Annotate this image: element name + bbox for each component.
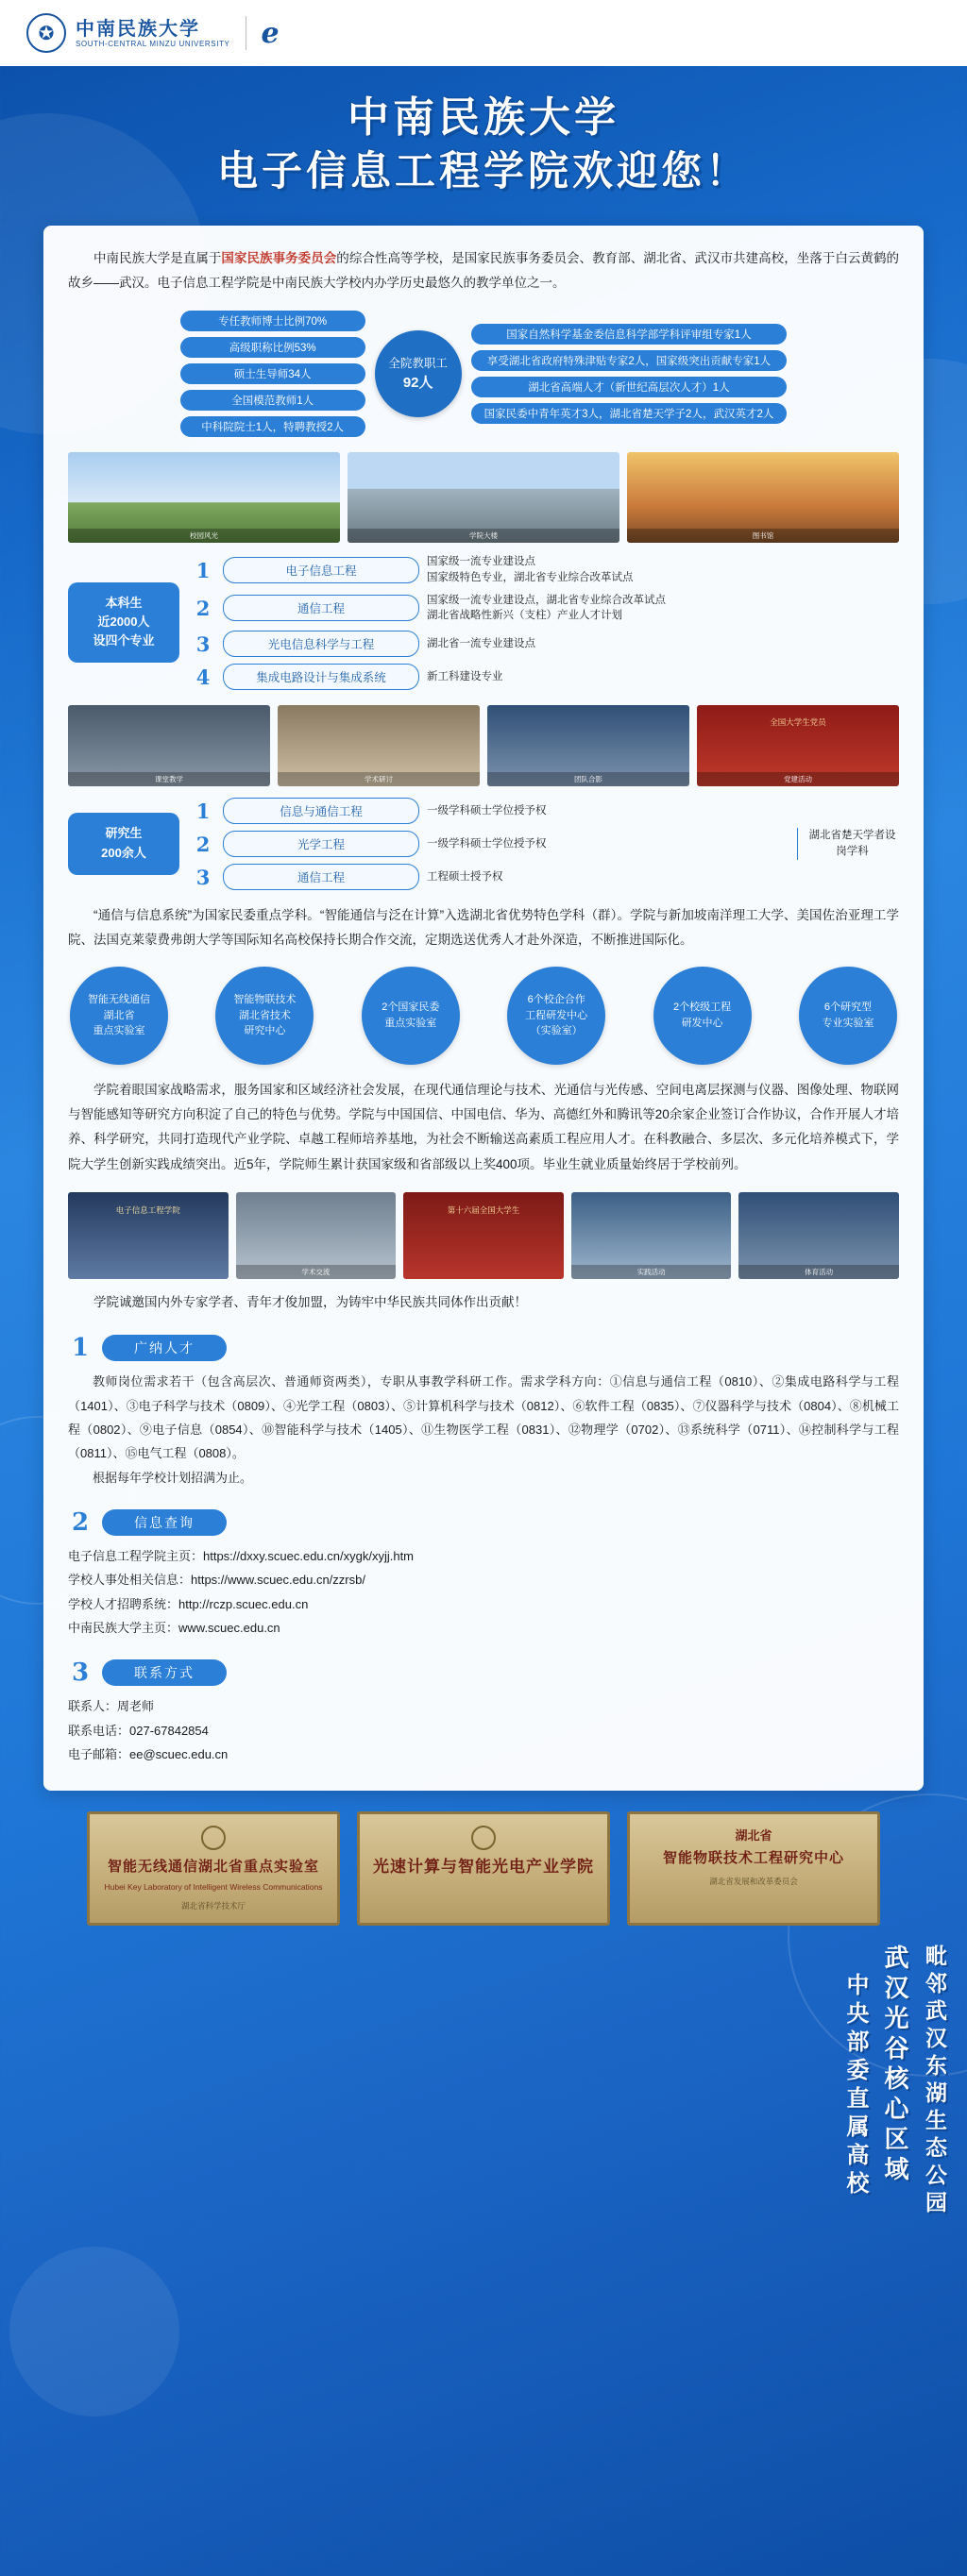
platform-line: 2个校级工程 xyxy=(673,1002,732,1014)
activity-photo xyxy=(697,705,899,786)
major-desc-line: 湖北省战略性新兴（支柱）产业人才计划 xyxy=(427,610,622,622)
faculty-right-column xyxy=(471,324,788,424)
activity-photo xyxy=(68,705,270,786)
section-body-contact xyxy=(68,1694,899,1766)
section-body-talent xyxy=(68,1370,899,1490)
info-link-line[interactable]: 电子信息工程学院主页：https://dxxy.scuec.edu.cn/xygk/xyjj.htm xyxy=(68,1549,415,1564)
title-line-2: 电子信息工程学院欢迎您！ xyxy=(217,148,750,196)
side-slogan-3 xyxy=(840,1973,873,2199)
major-number: 3 xyxy=(195,631,211,656)
campus-photo-caption: 校园风光 xyxy=(68,529,340,543)
student-photo-row xyxy=(68,1192,899,1279)
student-photo xyxy=(571,1192,732,1279)
campus-photo-caption: 学院大楼 xyxy=(348,529,619,543)
major-number: 1 xyxy=(195,558,211,582)
major-name: 光电信息科学与工程 xyxy=(223,631,419,657)
platform-line: 2个国家民委 xyxy=(382,1002,440,1014)
platform-circle xyxy=(362,967,460,1065)
graduate-description: 工程硕士授予权 xyxy=(427,870,503,883)
student-photo-banner: 电子信息工程学院 xyxy=(115,1204,180,1215)
section-title: 广纳人才 xyxy=(102,1335,227,1361)
campus-photo xyxy=(68,452,340,543)
major-number: 2 xyxy=(195,596,211,620)
side-slogan-1-text: 毗邻武汉东湖生态公园 xyxy=(922,1945,947,2218)
platform-circle xyxy=(215,967,314,1065)
faculty-stat-item: 享受湖北省政府特殊津贴专家2人，国家级突出贡献专家1人 xyxy=(471,350,788,371)
faculty-left-column xyxy=(180,311,365,437)
achievement-paragraph: 学院着眼国家战略需求，服务国家和区域经济社会发展，在现代通信理论与技术、光通信与光传感、空间电离层探测与仪器、图像处理、物联网与智能感知等研究方向积淀了自己的特色与优势。学院与中国国信、中国电信、华为、高德红外和腾讯等20余家企业签订合作协议，合作开展人才培养、科学研究，共同打造现代产业学院、卓越工程师培养基地，为社会不断输送高素质工程应用人才。在科教融合、多层次、多元化培养模式下，学院大学生创新实践成绩突出。近5年，学院师生累计获国家级和省部级以上奖400项。毕业生就业质量始终居于学校前列。 xyxy=(68,1082,899,1171)
activity-photo-caption: 团队合影 xyxy=(487,772,689,786)
platform-line: 智能无线通信 xyxy=(88,994,150,1006)
major-name: 电子信息工程 xyxy=(223,557,419,583)
student-photo xyxy=(236,1192,397,1279)
info-link-line[interactable]: 中南民族大学主页：www.scuec.edu.cn xyxy=(68,1621,280,1636)
major-desc-line: 国家级一流专业建设点，湖北省专业综合改革试点 xyxy=(427,594,666,606)
plaque-industry-college xyxy=(357,1811,610,1925)
major-number: 4 xyxy=(195,665,211,689)
platform-line: 6个校企合作 xyxy=(527,994,585,1006)
platform-line: 工程研发中心 xyxy=(525,1009,588,1021)
student-photo-caption: 学术交流 xyxy=(236,1265,397,1279)
major-name: 集成电路设计与集成系统 xyxy=(223,664,419,690)
talent-paragraph-1: 教师岗位需求若干（包含高层次、普通师资两类），专职从事教学科研工作。需求学科方向：①信息与通信工程（0810）、②集成电路科学与工程（1401）、③电子科学与技术（0809）、④光学工程（0803）、⑤计算机科学与技术（0812）、⑥软件工程（0835）、⑦仪器科学与技术（0804）、⑧机械工程（0802）、⑨电子信息（0854）、⑩智能科学与技术（1405）、⑪生物医学工程（0831）、⑫物理学（0702）、⑬系统科学（0711）、⑭控制科学与工程（0811）、⑮电气工程（0808）。 xyxy=(68,1374,899,1461)
university-name-en: SOUTH-CENTRAL MINZU UNIVERSITY xyxy=(76,39,230,48)
faculty-total-badge xyxy=(375,330,462,417)
activity-photo-row xyxy=(68,705,899,786)
research-platforms xyxy=(70,967,897,1065)
platform-line: 专业实验室 xyxy=(822,1017,874,1029)
faculty-stat-item: 中科院院士1人，特聘教授2人 xyxy=(180,416,365,437)
section-title: 联系方式 xyxy=(102,1659,227,1686)
undergraduate-summary xyxy=(68,582,179,662)
graduate-row xyxy=(191,864,786,890)
faculty-total-label: 全院教职工 xyxy=(388,356,448,370)
undergrad-label-3: 设四个专业 xyxy=(93,633,155,648)
graduate-number: 2 xyxy=(195,832,211,856)
platform-line: 智能物联技术 xyxy=(233,994,297,1006)
section-header-talent xyxy=(68,1334,899,1362)
student-photo-banner: 第十六届全国大学生 xyxy=(447,1204,520,1215)
plaque-research-center xyxy=(627,1811,880,1925)
graduate-description: 一级学科硕士学位授予权 xyxy=(427,804,547,817)
platform-line: 重点实验室 xyxy=(384,1017,437,1029)
graduate-number: 3 xyxy=(195,865,211,889)
university-logo-text xyxy=(76,18,230,48)
section-number: 3 xyxy=(71,1658,90,1688)
contact-person: 联系人：周老师 xyxy=(68,1699,155,1714)
university-name-cn: 中南民族大学 xyxy=(76,16,200,40)
grad-label-1: 研究生 xyxy=(105,826,143,841)
activity-photo-caption: 党建活动 xyxy=(697,772,899,786)
plaque-issuer: 湖北省科学技术厅 xyxy=(180,1900,246,1911)
decor-blob-3 xyxy=(9,2247,179,2416)
major-description xyxy=(427,554,634,585)
plaque-title-cn: 智能物联技术工程研究中心 xyxy=(662,1849,844,1867)
campus-photo-row xyxy=(68,452,899,543)
section-header-info xyxy=(68,1508,899,1537)
faculty-stat-item: 全国模范教师1人 xyxy=(180,390,365,411)
platform-circle xyxy=(507,967,605,1065)
plaque-lab xyxy=(87,1811,340,1925)
section-body-info xyxy=(68,1544,899,1640)
poster-title xyxy=(0,66,967,216)
side-slogan-2-text: 武汉光谷核心区域 xyxy=(880,1945,908,2186)
faculty-stat-item: 国家民委中青年英才3人，湖北省楚天学子2人，武汉英才2人 xyxy=(471,403,788,424)
info-link-line[interactable]: 学校人事处相关信息：https://www.scuec.edu.cn/zzrsb/ xyxy=(68,1573,365,1588)
major-row xyxy=(191,554,899,585)
activity-photo xyxy=(278,705,480,786)
graduate-list xyxy=(191,798,786,890)
activity-photo-caption: 学术研讨 xyxy=(278,772,480,786)
major-desc-line: 国家级特色专业，湖北省专业综合改革试点 xyxy=(427,572,634,584)
graduate-side-note: 湖北省楚天学者设岗学科 xyxy=(797,828,899,861)
undergrad-label-1: 本科生 xyxy=(105,596,143,611)
student-photo xyxy=(403,1192,564,1279)
platform-line: 湖北省 xyxy=(103,1009,135,1021)
major-name: 通信工程 xyxy=(223,595,419,621)
contact-email[interactable]: 电子邮箱：ee@scuec.edu.cn xyxy=(68,1747,229,1762)
activity-photo-caption: 课堂教学 xyxy=(68,772,270,786)
graduate-name: 信息与通信工程 xyxy=(223,798,419,824)
faculty-stat-item: 国家自然科学基金委信息科学部学科评审组专家1人 xyxy=(471,324,788,345)
platform-circle xyxy=(799,967,897,1065)
platform-line: 研发中心 xyxy=(681,1017,723,1029)
activity-photo-banner: 全国大学生党员 xyxy=(770,717,826,728)
student-photo xyxy=(68,1192,229,1279)
contact-phone: 联系电话：027-67842854 xyxy=(68,1723,209,1738)
faculty-stat-item: 专任教师博士比例70% xyxy=(180,311,365,331)
student-photo-caption: 体育活动 xyxy=(738,1265,899,1279)
faculty-stat-item: 硕士生导师34人 xyxy=(180,363,365,384)
undergrad-label-2: 近2000人 xyxy=(97,615,150,630)
campus-photo xyxy=(627,452,899,543)
activity-photo xyxy=(487,705,689,786)
graduate-name: 光学工程 xyxy=(223,831,419,857)
plaque-title-en: Hubei Key Laboratory of Intelligent Wireless Communications xyxy=(104,1881,323,1892)
platform-line: 研究中心 xyxy=(244,1025,286,1037)
section-number: 2 xyxy=(71,1508,90,1538)
major-row xyxy=(191,631,899,657)
side-slogan-1 xyxy=(919,1945,950,2218)
plaque-title-cn: 智能无线通信湖北省重点实验室 xyxy=(107,1858,319,1876)
discipline-paragraph: “通信与信息系统”为国家民委重点学科。“智能通信与泛在计算”入选湖北省优势特色学科（群）。学院与新加坡南洋理工大学、美国佐治亚理工学院、法国克莱蒙费弗朗大学等国际知名高校保持长期合作交流，定期选送优秀人才赴外深造，不断推进国际化。 xyxy=(68,908,899,948)
major-row xyxy=(191,664,899,690)
invite-paragraph: 学院诚邀国内外专家学者、青年才俊加盟，为铸牢中华民族共同体作出贡献！ xyxy=(93,1295,527,1310)
student-photo-caption: 实践活动 xyxy=(571,1265,732,1279)
major-description: 湖北省一流专业建设点 xyxy=(427,637,535,649)
undergraduate-majors xyxy=(68,554,899,690)
platform-line: 湖北省技术 xyxy=(238,1009,291,1021)
major-description: 新工科建设专业 xyxy=(427,670,503,682)
student-photo xyxy=(738,1192,899,1279)
side-slogan-2 xyxy=(877,1945,912,2186)
major-list xyxy=(191,554,899,690)
section-number: 1 xyxy=(71,1334,90,1363)
section-title: 信息查询 xyxy=(102,1509,227,1536)
faculty-total-number: 92人 xyxy=(402,374,433,391)
major-desc-line: 国家级一流专业建设点 xyxy=(427,556,535,568)
major-description xyxy=(427,593,666,624)
intro-paragraph xyxy=(68,246,899,296)
section-header-contact xyxy=(68,1658,899,1687)
campus-photo-caption: 图书馆 xyxy=(627,529,899,543)
faculty-stat-item: 湖北省高端人才（新世纪高层次人才）1人 xyxy=(471,377,788,397)
graduate-row xyxy=(191,798,786,824)
plaque-title-cn: 光速计算与智能光电产业学院 xyxy=(373,1858,594,1877)
intro-part-2: 的综合性高等学校，是国家民族事务委员会、教育部、湖北省、武汉市共建高校，坐落于白云黄鹤的故乡——武汉。电子信息工程学院是中南民族大学校内办学历史最悠久的教学单位之一。 xyxy=(68,250,900,291)
side-slogan-3-text: 中央部委直属高校 xyxy=(842,1973,870,2199)
intro-part-1: 中南民族大学是直属于 xyxy=(93,250,222,265)
plaque-seal-icon xyxy=(201,1826,226,1850)
platform-line: 6个研究型 xyxy=(823,1002,873,1014)
page-header xyxy=(0,0,967,66)
graduate-name: 通信工程 xyxy=(223,864,419,890)
graduate-summary xyxy=(68,813,179,875)
platform-circle xyxy=(70,967,168,1065)
plaque-province-label: 湖北省 xyxy=(735,1828,772,1844)
faculty-stat-item: 高级职称比例53% xyxy=(180,337,365,358)
platform-line: （实验室） xyxy=(530,1025,583,1037)
graduate-number: 1 xyxy=(195,799,211,823)
graduate-description: 一级学科硕士学位授予权 xyxy=(427,837,547,850)
footer-plaques xyxy=(43,1811,924,1925)
info-link-line[interactable]: 学校人才招聘系统：http://rczp.scuec.edu.cn xyxy=(68,1596,309,1611)
plaque-seal-icon xyxy=(471,1826,496,1850)
faculty-stats xyxy=(68,311,899,437)
grad-label-2: 200余人 xyxy=(101,846,146,861)
graduate-row xyxy=(191,831,786,857)
graduate-programs xyxy=(68,798,899,890)
college-e-logo: e xyxy=(261,16,280,50)
university-seal-icon: ✪ xyxy=(26,13,66,53)
campus-photo xyxy=(348,452,619,543)
platform-line: 重点实验室 xyxy=(93,1025,145,1037)
title-line-1: 中南民族大学 xyxy=(348,93,619,142)
intro-highlight: 国家民族事务委员会 xyxy=(221,250,337,265)
plaque-issuer: 湖北省发展和改革委员会 xyxy=(709,1876,798,1886)
platform-circle xyxy=(653,967,752,1065)
main-content-card xyxy=(43,226,924,1792)
talent-paragraph-2: 根据每年学校计划招满为止。 xyxy=(93,1470,253,1485)
major-row xyxy=(191,593,899,624)
